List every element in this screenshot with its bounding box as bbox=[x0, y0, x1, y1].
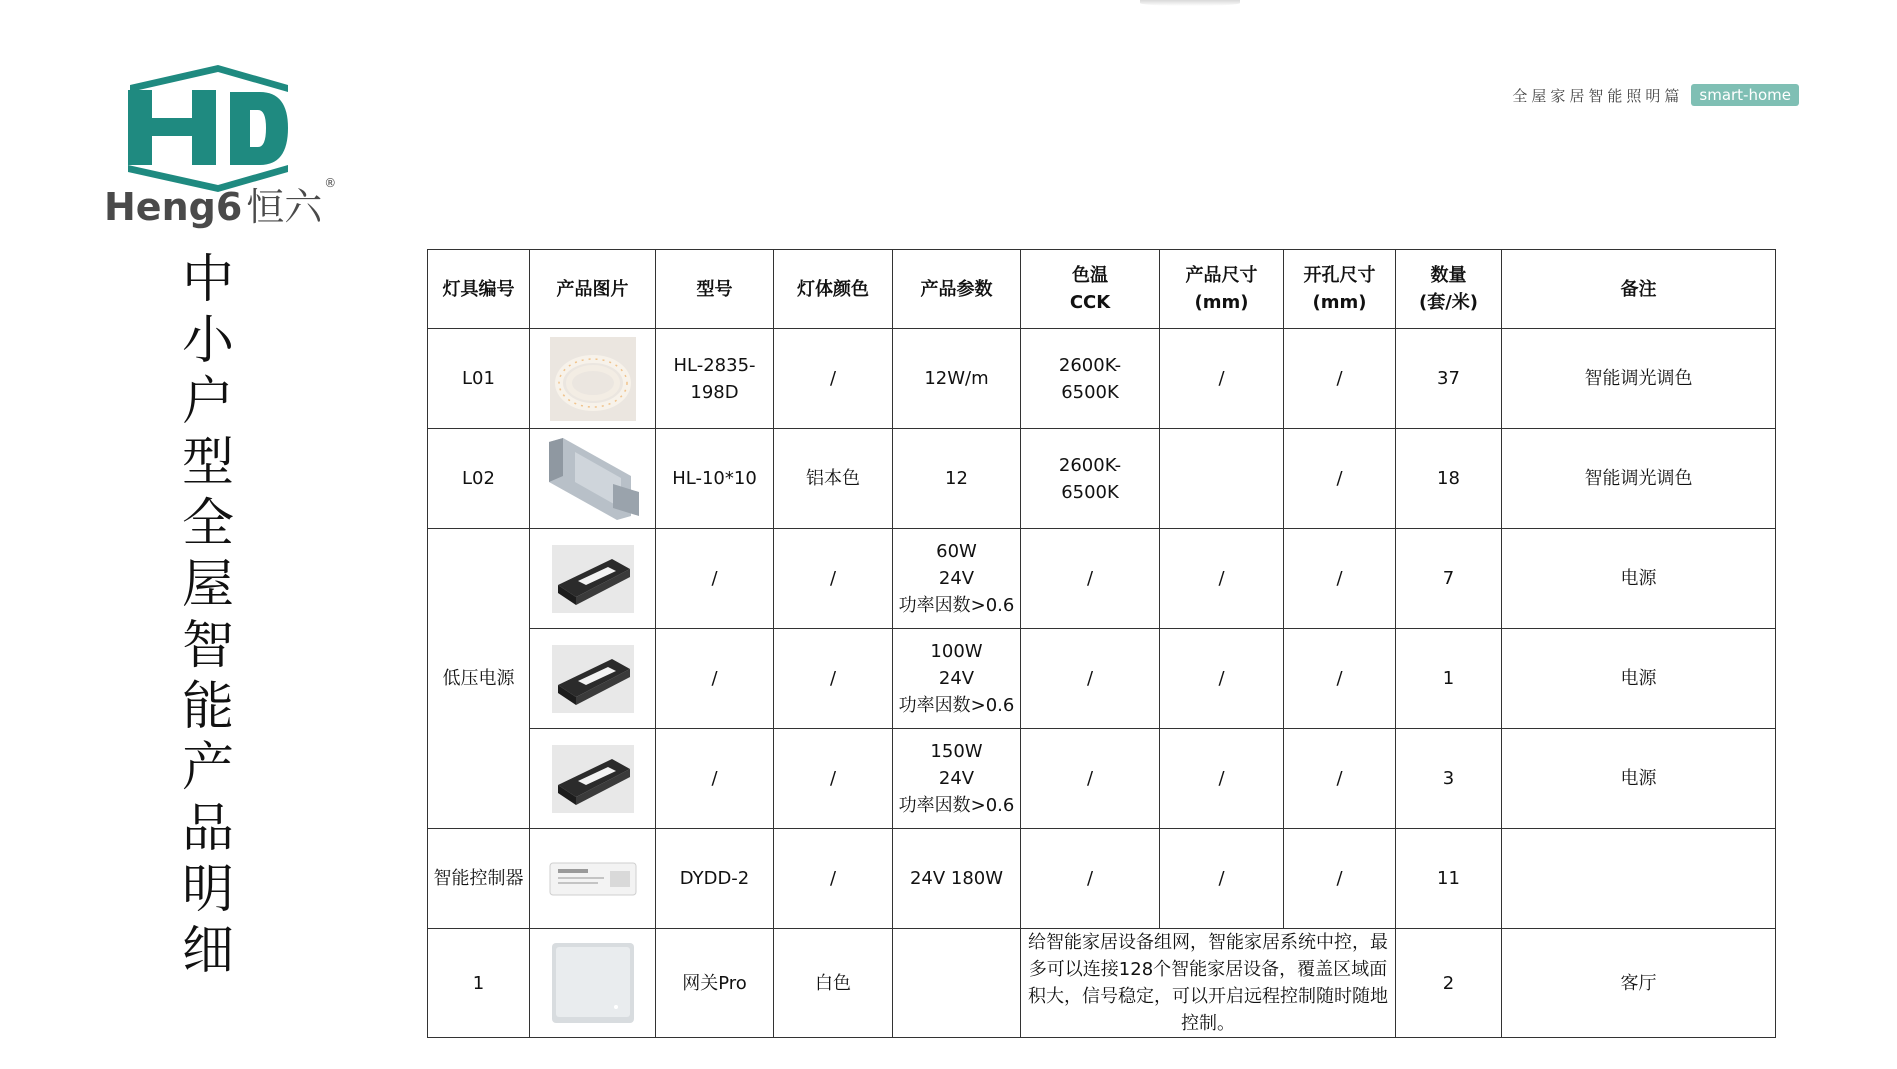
power-supply-image bbox=[552, 545, 634, 613]
cell-product-image bbox=[530, 529, 656, 629]
cell-hole-size: / bbox=[1284, 529, 1396, 629]
title-char: 中 bbox=[181, 250, 234, 310]
section-header bbox=[1512, 84, 1799, 106]
cell-quantity: 7 bbox=[1396, 529, 1502, 629]
cell-product-size: / bbox=[1160, 829, 1284, 929]
col-header-body-color: 灯体颜色 bbox=[774, 250, 893, 329]
table-row bbox=[428, 329, 1776, 429]
cell-body-color: / bbox=[774, 629, 893, 729]
cell-model: / bbox=[656, 629, 774, 729]
table-header-row bbox=[428, 250, 1776, 329]
brand-name: Heng6 bbox=[104, 185, 243, 229]
power-supply-image bbox=[552, 745, 634, 813]
cell-product-image bbox=[530, 629, 656, 729]
title-char: 全 bbox=[181, 494, 234, 554]
col-header-fixture-id: 灯具编号 bbox=[428, 250, 530, 329]
cell-product-size bbox=[1160, 429, 1284, 529]
cell-quantity: 37 bbox=[1396, 329, 1502, 429]
cell-hole-size: / bbox=[1284, 329, 1396, 429]
cell-body-color: 铝本色 bbox=[774, 429, 893, 529]
cell-model: / bbox=[656, 729, 774, 829]
cell-params: 100W 24V 功率因数>0.6 bbox=[893, 629, 1021, 729]
title-char: 户 bbox=[181, 372, 234, 432]
table-row bbox=[428, 629, 1776, 729]
cell-cct: 2600K- 6500K bbox=[1021, 329, 1160, 429]
cell-params: 12W/m bbox=[893, 329, 1021, 429]
brand-name-cn: 恒六 bbox=[246, 185, 323, 229]
cell-quantity: 1 bbox=[1396, 629, 1502, 729]
led-strip-image bbox=[550, 337, 636, 421]
product-spec-table bbox=[427, 249, 1776, 1038]
table-row bbox=[428, 729, 1776, 829]
cell-quantity: 11 bbox=[1396, 829, 1502, 929]
col-header-product-size: 产品尺寸 (mm) bbox=[1160, 250, 1284, 329]
cell-cct: 2600K- 6500K bbox=[1021, 429, 1160, 529]
cell-fixture-id: 智能控制器 bbox=[428, 829, 530, 929]
cell-cct: / bbox=[1021, 629, 1160, 729]
cell-params: 60W 24V 功率因数>0.6 bbox=[893, 529, 1021, 629]
cell-body-color: / bbox=[774, 529, 893, 629]
cell-model: HL-10*10 bbox=[656, 429, 774, 529]
col-header-product-image: 产品图片 bbox=[530, 250, 656, 329]
page-title bbox=[178, 250, 238, 982]
cell-note: 客厅 bbox=[1502, 929, 1776, 1038]
col-header-quantity: 数量 (套/米) bbox=[1396, 250, 1502, 329]
cell-product-image bbox=[530, 829, 656, 929]
col-header-hole-size: 开孔尺寸 (mm) bbox=[1284, 250, 1396, 329]
table-row bbox=[428, 429, 1776, 529]
cell-product-image bbox=[530, 929, 656, 1038]
cell-product-size: / bbox=[1160, 529, 1284, 629]
cell-description: 给智能家居设备组网，智能家居系统中控，最多可以连接128个智能家居设备，覆盖区域面积大，信号稳定，可以开启远程控制随时随地控制。 bbox=[1021, 929, 1396, 1038]
cell-model: HL-2835- 198D bbox=[656, 329, 774, 429]
cell-fixture-id: L01 bbox=[428, 329, 530, 429]
table-row bbox=[428, 829, 1776, 929]
cell-params: 150W 24V 功率因数>0.6 bbox=[893, 729, 1021, 829]
gateway-image bbox=[550, 941, 636, 1025]
title-char: 屋 bbox=[181, 555, 234, 615]
cell-quantity: 2 bbox=[1396, 929, 1502, 1038]
col-header-model: 型号 bbox=[656, 250, 774, 329]
title-char: 产 bbox=[181, 738, 234, 798]
col-header-notes: 备注 bbox=[1502, 250, 1776, 329]
cell-hole-size: / bbox=[1284, 729, 1396, 829]
cell-hole-size: / bbox=[1284, 829, 1396, 929]
cell-body-color: / bbox=[774, 729, 893, 829]
cell-body-color: / bbox=[774, 329, 893, 429]
cell-product-image bbox=[530, 429, 656, 529]
cell-cct: / bbox=[1021, 829, 1160, 929]
cell-model: / bbox=[656, 529, 774, 629]
power-supply-image bbox=[552, 645, 634, 713]
cell-fixture-id: L02 bbox=[428, 429, 530, 529]
col-header-params: 产品参数 bbox=[893, 250, 1021, 329]
cell-hole-size: / bbox=[1284, 629, 1396, 729]
cell-product-size: / bbox=[1160, 729, 1284, 829]
cell-params bbox=[893, 929, 1021, 1038]
cell-body-color: 白色 bbox=[774, 929, 893, 1038]
section-tag: smart-home bbox=[1691, 84, 1799, 106]
title-char: 明 bbox=[181, 860, 234, 920]
cell-quantity: 3 bbox=[1396, 729, 1502, 829]
title-char: 细 bbox=[181, 921, 234, 981]
cell-note: 电源 bbox=[1502, 729, 1776, 829]
title-char: 能 bbox=[181, 677, 234, 737]
title-char: 型 bbox=[181, 433, 234, 493]
cell-params: 12 bbox=[893, 429, 1021, 529]
table-row bbox=[428, 929, 1776, 1038]
title-char: 小 bbox=[181, 311, 234, 371]
cell-product-size: / bbox=[1160, 329, 1284, 429]
cell-note: 电源 bbox=[1502, 629, 1776, 729]
section-title: 全屋家居智能照明篇 bbox=[1512, 86, 1684, 105]
cell-note: 电源 bbox=[1502, 529, 1776, 629]
cell-note: 智能调光调色 bbox=[1502, 329, 1776, 429]
cell-params: 24V 180W bbox=[893, 829, 1021, 929]
cell-hole-size: / bbox=[1284, 429, 1396, 529]
cell-fixture-id: 1 bbox=[428, 929, 530, 1038]
registered-mark: ® bbox=[324, 176, 337, 190]
cell-cct: / bbox=[1021, 729, 1160, 829]
cell-fixture-id: 低压电源 bbox=[428, 529, 530, 829]
aluminum-profile-image bbox=[545, 436, 641, 522]
top-edge-shadow bbox=[1140, 0, 1240, 6]
cell-model: DYDD-2 bbox=[656, 829, 774, 929]
col-header-cct: 色温 CCK bbox=[1021, 250, 1160, 329]
controller-image bbox=[548, 859, 638, 899]
cell-cct: / bbox=[1021, 529, 1160, 629]
cell-note bbox=[1502, 829, 1776, 929]
brand-wordmark bbox=[104, 176, 336, 231]
cell-product-image bbox=[530, 729, 656, 829]
cell-product-image bbox=[530, 329, 656, 429]
table-row bbox=[428, 529, 1776, 629]
title-char: 智 bbox=[181, 616, 234, 676]
cell-note: 智能调光调色 bbox=[1502, 429, 1776, 529]
cell-product-size: / bbox=[1160, 629, 1284, 729]
cell-body-color: / bbox=[774, 829, 893, 929]
cell-model: 网关Pro bbox=[656, 929, 774, 1038]
title-char: 品 bbox=[181, 799, 234, 859]
cell-quantity: 18 bbox=[1396, 429, 1502, 529]
